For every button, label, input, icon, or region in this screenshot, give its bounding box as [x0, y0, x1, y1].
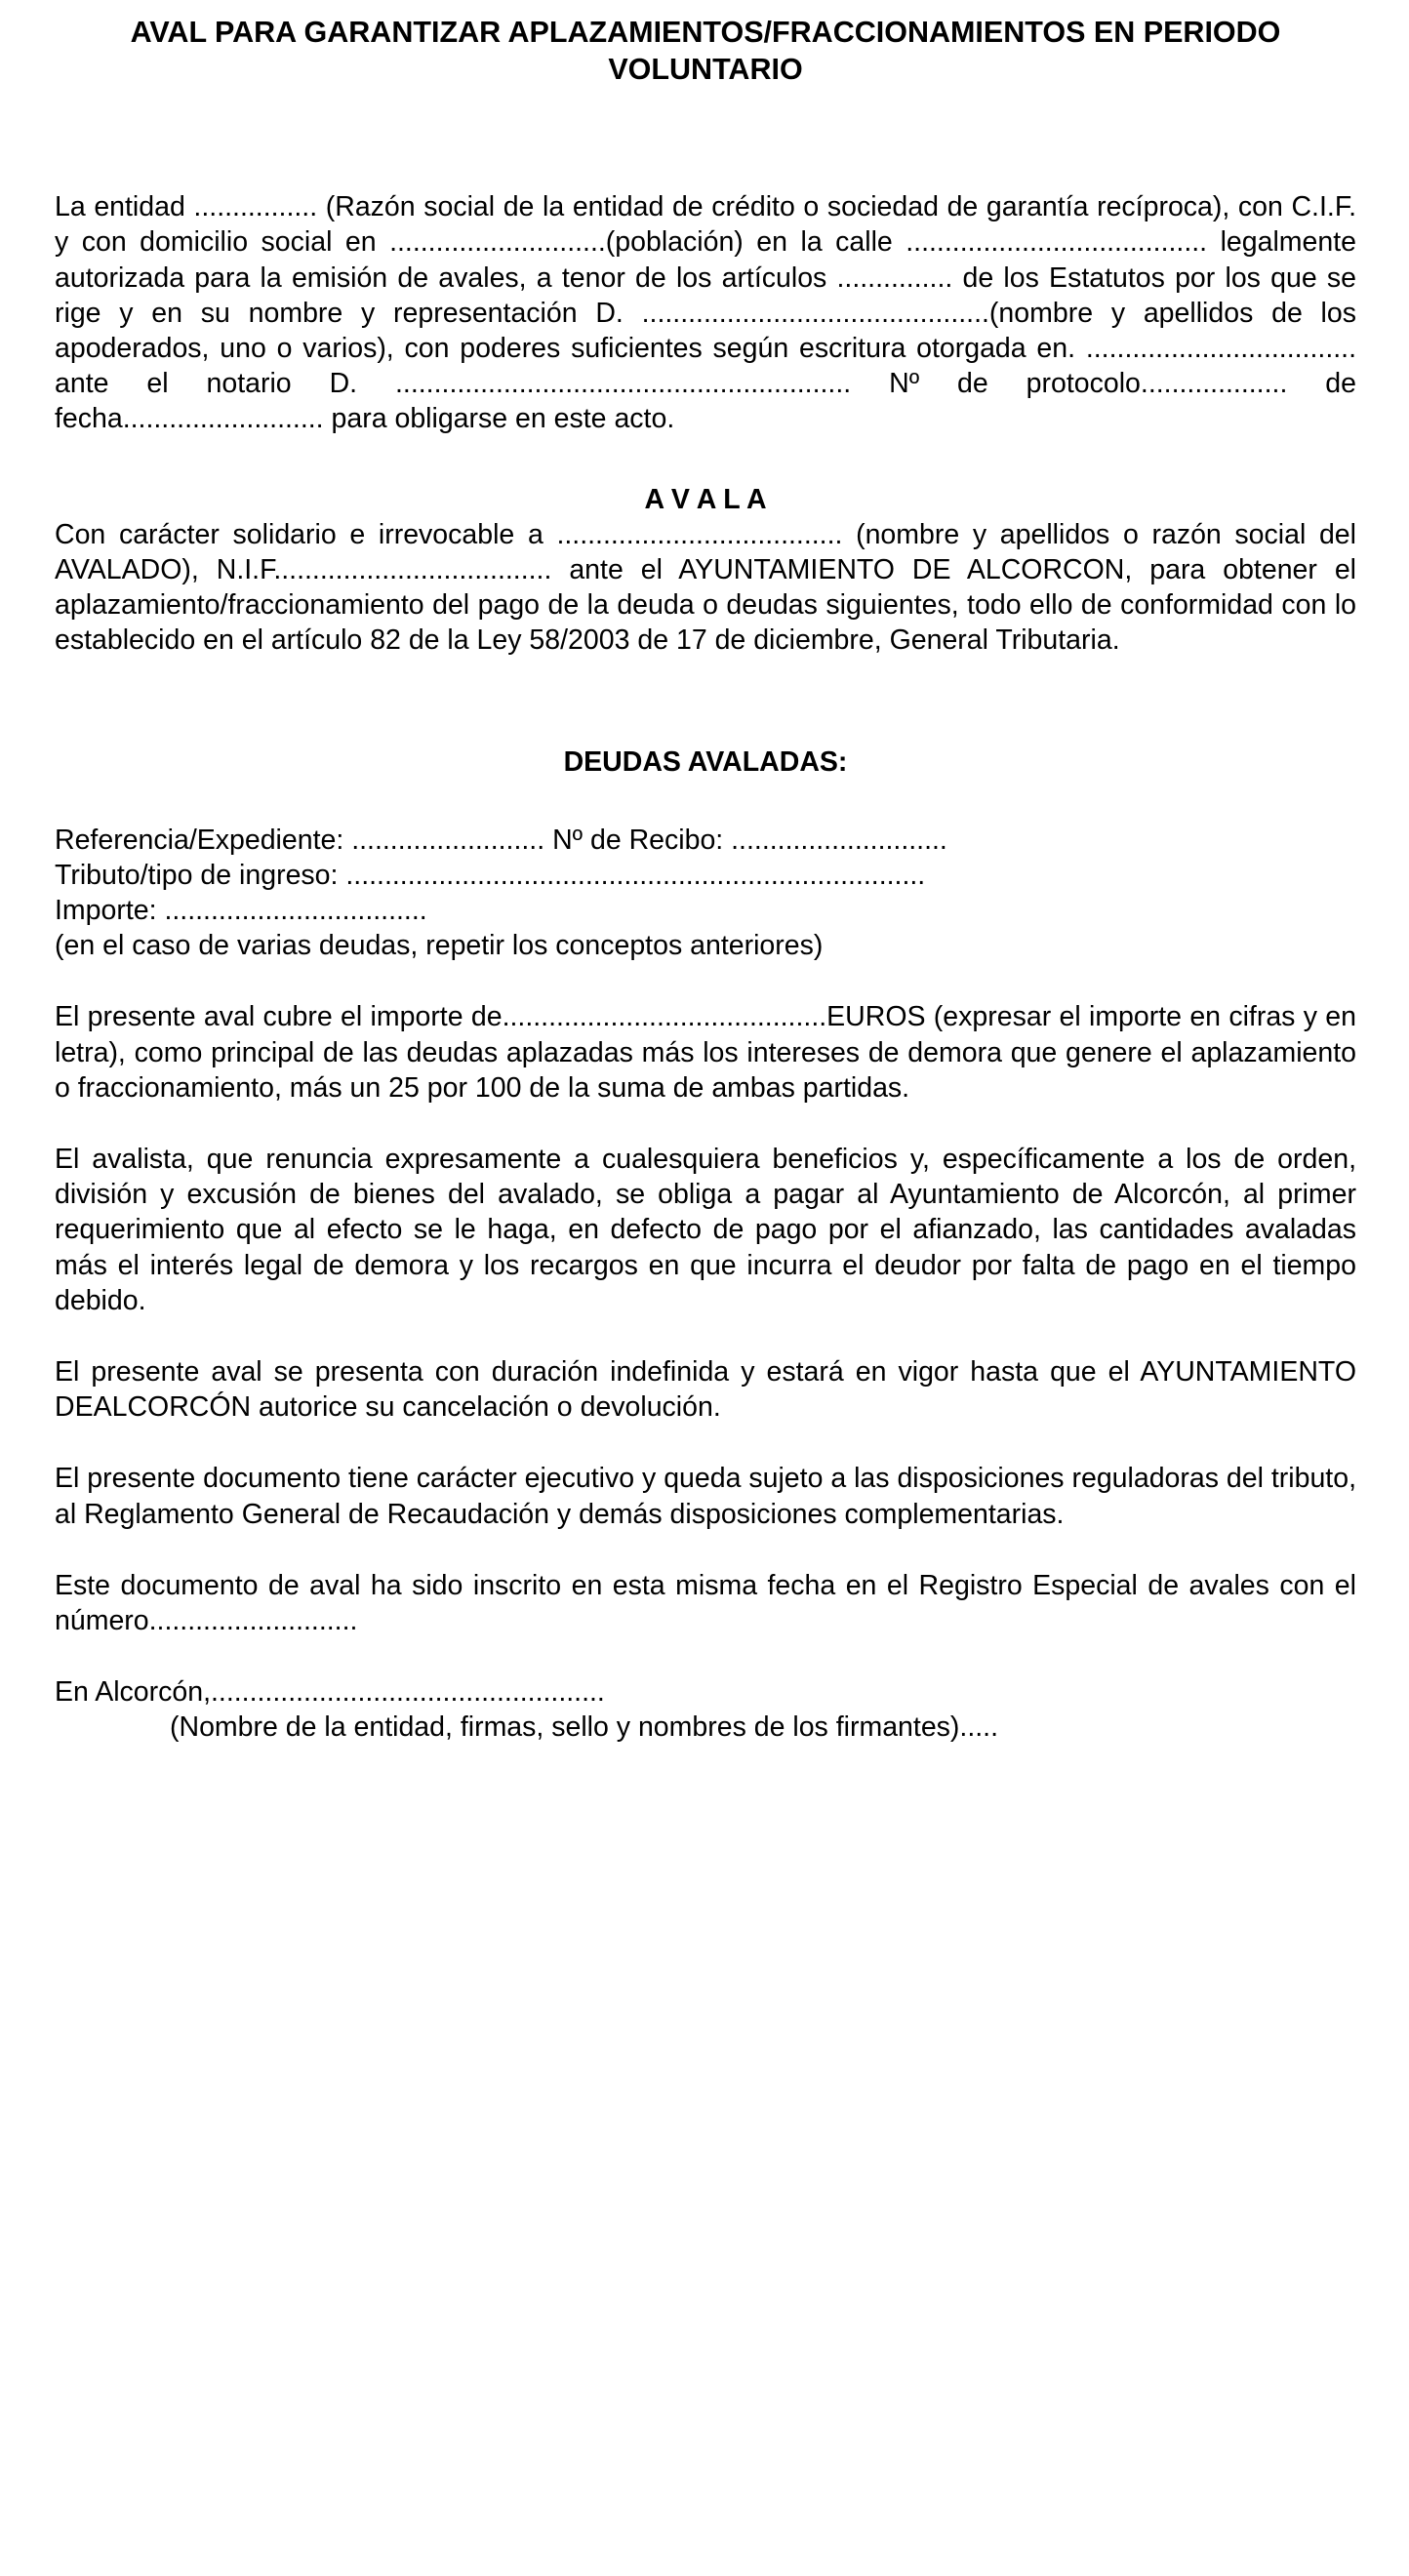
paragraph-ejecutivo: El presente documento tiene carácter ejecutivo y queda sujeto a las disposiciones reguladoras del tributo, al Reglamento General de Recaudación y demás disposiciones complementarias.	[55, 1463, 1356, 1530]
deudas-line-importe: Importe: ..................................	[55, 895, 427, 927]
signature-section	[55, 1674, 1356, 1745]
paragraph-avala: Con carácter solidario e irrevocable a ..................................... (nombre y apellidos o razón social del AVALADO), N.I.F.................................... ante el AYUNTAMIENTO DE ALCORCON, para obtener el aplazamiento/fraccionamiento del pago de la deuda o deudas siguientes, todo ello de conformidad con lo establecido en el artículo 82 de la Ley 58/2003 de 17 de diciembre, General Tributaria.	[55, 518, 1356, 657]
deudas-line-tributo: Tributo/tipo de ingreso: ...........................................................................	[55, 859, 926, 891]
deudas-avaladas-heading: DEUDAS AVALADAS:	[563, 745, 848, 778]
avala-heading: A V A L A	[644, 483, 767, 515]
paragraph-duracion: El presente aval se presenta con duración indefinida y estará en vigor hasta que el AYUNTAMIENTO DEALCORCÓN autorice su cancelación o devolución.	[55, 1355, 1356, 1424]
deudas-section	[55, 823, 1356, 964]
paragraph-registro: Este documento de aval ha sido inscrito en esta misma fecha en el Registro Especial de avales con el número...........................	[55, 1569, 1356, 1636]
signature-place-line: En Alcorcón,...................................................	[55, 1676, 605, 1709]
signature-names-line: (Nombre de la entidad, firmas, sello y nombres de los firmantes).....	[170, 1711, 999, 1744]
document-title: AVAL PARA GARANTIZAR APLAZAMIENTOS/FRACCIONAMIENTOS EN PERIODO VOLUNTARIO	[130, 16, 1281, 87]
paragraph-entity: La entidad ................ (Razón social de la entidad de crédito o sociedad de garantía recíproca), con C.I.F. y con domicilio social en ............................(población) en la calle ....................................... legalmente autorizada para la emisión de avales, a tenor de los artículos ............... de los Estatutos por los que se rige y en su nombre y representación D. .............................................(nombre y apellidos de los apoderados, uno o varios), con poderes suficientes según escritura otorgada en. ................................... ante el notario D. ........................................................... Nº de protocolo................... de fecha.......................... para obligarse en este acto.	[55, 191, 1356, 435]
deudas-line-referencia: Referencia/Expediente: ......................... Nº de Recibo: ............................	[55, 824, 947, 856]
deudas-line-nota: (en el caso de varias deudas, repetir los conceptos anteriores)	[55, 930, 824, 962]
paragraph-avalista: El avalista, que renuncia expresamente a cualesquiera beneficios y, específicamente a los de orden, división y excusión de bienes del avalado, se obliga a pagar al Ayuntamiento de Alcorcón, al primer requerimiento que al efecto se le haga, en defecto de pago por el afianzado, las cantidades avaladas más el interés legal de demora y los recargos en que incurra el deudor por falta de pago en el tiempo debido.	[55, 1144, 1356, 1316]
paragraph-importe-cubre: El presente aval cubre el importe de..........................................EUROS (expresar el importe en cifras y en letra), como principal de las deudas aplazadas más los intereses de demora que genere el aplazamiento o fraccionamiento, más un 25 por 100 de la suma de ambas partidas.	[55, 1001, 1356, 1104]
